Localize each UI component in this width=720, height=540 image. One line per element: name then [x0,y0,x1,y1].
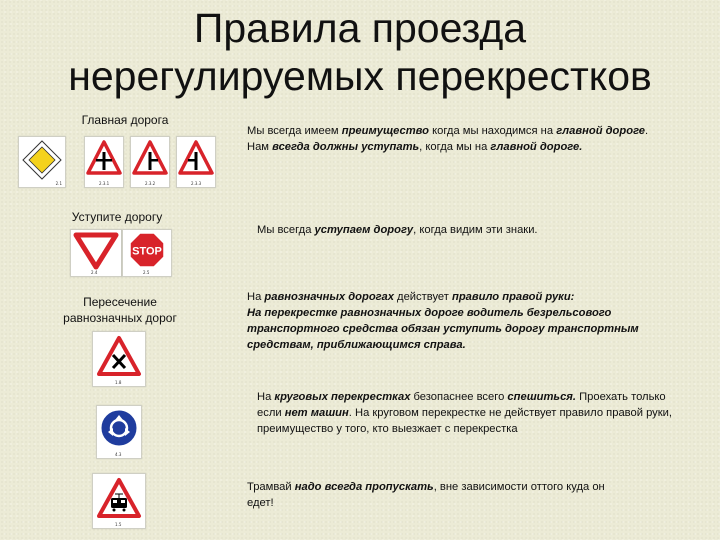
sign-code-2-3-1: 2.3.1 [99,181,110,186]
intersection-side-road-icon [85,137,123,187]
sign-code-2-1: 2.1 [55,181,62,186]
text-part: действует [393,291,453,303]
text-emphasis: всегда должны уступать [272,141,420,153]
text-part: . Нам [247,125,649,153]
text-part: Проехать только если [257,391,666,419]
sign-side-road-2 [130,136,170,188]
text-emphasis: спешиться. [507,391,576,403]
side-road-right-icon [131,137,169,187]
sign-side-road-3 [176,136,216,188]
text-part: . На круговом перекрестке не действует правило правой руки, преимущество у того, кто выезжает с перекрестка [257,407,673,435]
main-road-diamond-icon [19,137,65,187]
text-part: Трамвай [247,481,295,493]
main-road-text [247,123,657,155]
roundabout-text [257,389,687,437]
tram-crossing-icon [93,474,145,528]
sign-code-4-3: 4.3 [115,452,122,457]
title-line-2: нерегулируемых перекрестков [68,53,652,99]
text-emphasis: На перекрестке равнозначных дороге водитель безрельсового транспортного средства обязан уступить дорогу транспортным средствам, приближающимся справа. [247,307,639,351]
equal-roads-label: Пересечение равнозначных дорог [63,295,177,325]
sign-roundabout [96,405,142,459]
text-part: безопаснее всего [410,391,508,403]
side-road-left-icon [177,137,215,187]
text-part: , когда мы на [419,141,491,153]
sign-stop [122,229,172,277]
text-emphasis: главной дороге. [490,141,583,153]
text-emphasis: преимущество [341,125,429,137]
text-part: , когда видим эти знаки. [413,224,538,236]
sign-code-1-5: 1.5 [115,522,122,527]
text-part: Мы всегда [257,224,315,236]
sign-yield [70,229,122,277]
equal-intersection-icon [93,332,145,386]
yield-label: Уступите дорогу [71,210,163,224]
text-part: На [257,391,275,403]
text-emphasis: правило правой руки: [452,291,575,303]
title-line-1: Правила проезда [193,5,527,51]
page-title [0,4,720,100]
sign-main-road [18,136,66,188]
stop-text: STOP [132,245,162,258]
text-part: Мы всегда имеем [247,125,342,137]
text-emphasis: уступаем дорогу [314,224,414,236]
text-part: когда мы находимся на [428,125,557,137]
text-emphasis: равнозначных дорогах [264,291,394,303]
tram-text [247,479,607,511]
text-emphasis: нет машин [284,407,349,419]
sign-tram [92,473,146,529]
yield-text [257,222,657,238]
sign-equal-intersection [92,331,146,387]
sign-code-2-3-2: 2.3.2 [145,181,156,186]
text-part: На [247,291,265,303]
sign-code-1-8: 1.8 [115,380,122,385]
sign-code-2-3-3: 2.3.3 [191,181,202,186]
text-emphasis-bold: надо всегда пропускать [294,481,434,493]
sign-side-road-1 [84,136,124,188]
roundabout-icon [97,406,141,458]
equal-roads-text [247,289,667,353]
text-emphasis: круговых перекрестках [274,391,411,403]
text-part: , вне зависимости оттого куда он едет! [247,481,605,509]
text-emphasis: главной дороге [556,125,645,137]
sign-code-2-4: 2.4 [91,270,98,275]
sign-code-2-5: 2.5 [143,270,150,275]
main-road-label: Главная дорога [81,113,169,127]
